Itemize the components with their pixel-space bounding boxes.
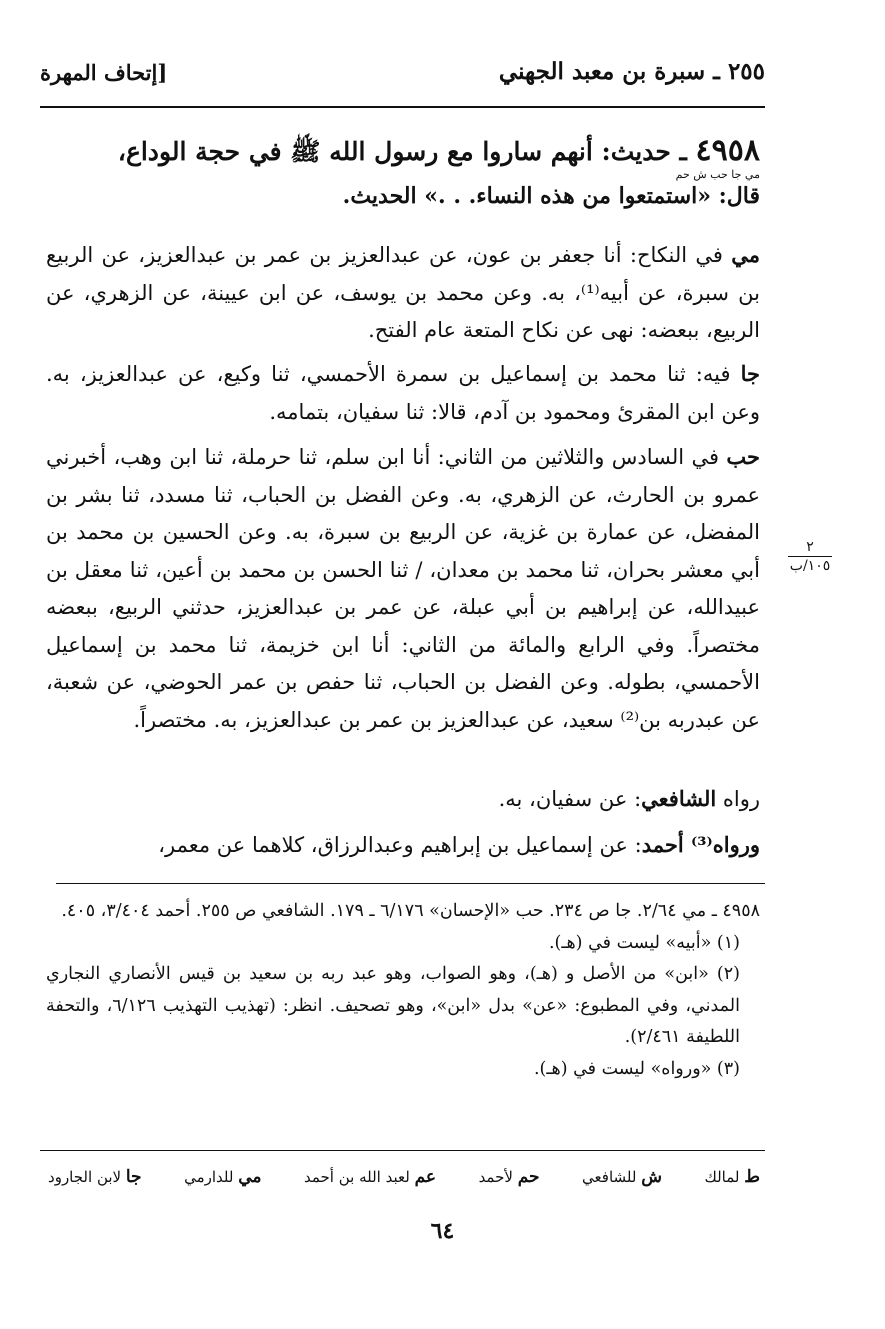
header-rule	[40, 106, 765, 108]
key-item	[304, 1167, 436, 1187]
key-name: لابن الجارود	[48, 1168, 126, 1186]
key-rule	[40, 1150, 765, 1151]
paragraph-ahmad	[46, 826, 760, 865]
key-name: لمالك	[704, 1168, 745, 1186]
key-name: للدارمي	[184, 1168, 239, 1186]
paragraph-prefix: رواه	[716, 787, 760, 811]
key-abbr: جا	[125, 1167, 142, 1187]
hadith-number: ٤٩٥٨	[695, 133, 760, 168]
paragraph-ibn-jarud	[46, 355, 760, 431]
margin-note-line2: ١٠٥/ب	[789, 558, 831, 574]
key-name: للشافعي	[582, 1168, 642, 1186]
abbreviation-key	[48, 1167, 760, 1187]
key-abbr: حم	[517, 1167, 540, 1187]
manuscript-folio-note	[775, 538, 845, 575]
key-item	[479, 1167, 540, 1187]
key-name: لأحمد	[478, 1168, 518, 1186]
footnote-rule	[56, 883, 765, 884]
key-item	[704, 1167, 760, 1187]
footnotes	[46, 896, 760, 1085]
key-abbr: مي	[238, 1167, 262, 1187]
key-item	[184, 1167, 261, 1187]
paragraph-darimi	[46, 236, 760, 350]
key-abbr: عم	[414, 1167, 437, 1187]
key-name: لعبد الله بن أحمد	[303, 1168, 415, 1186]
hadith-sigla: مي جا حب ش حم	[675, 168, 760, 181]
paragraph-prefix: ورواه⁽³⁾	[683, 832, 760, 857]
header-book-title: [إتحاف المهرة	[40, 60, 168, 85]
source-sigla: مي	[731, 242, 760, 267]
footnote-2: (٢) «ابن» من الأصل و (هـ)، وهو الصواب، وهو عبد ربه بن سعيد بن قيس الأنصاري النجاري المدني، وفي المطبوع: «عن» بدل «ابن»، وهو تصحيف. انظر: (تهذيب التهذيب ٦/١٢٦، والتحفة اللطيفة ٢/٤٦١).	[46, 964, 740, 1047]
paragraph-text: في النكاح: أنا جعفر بن عون، عن عبدالعزيز بن عمر بن عبدالعزيز، عن الربيع بن سبرة، عن أبيه⁽¹⁾، به. وعن محمد بن يوسف، عن ابن عيينة، عن الزهري، عن الربيع، ببعضه: نهى عن نكاح المتعة عام الفتح.	[46, 243, 760, 342]
key-abbr: ش	[641, 1167, 662, 1187]
hadith-heading	[46, 134, 760, 211]
margin-note-line1: ٢	[788, 538, 832, 557]
paragraph-text: : عن إسماعيل بن إبراهيم وعبدالرزاق، كلاهما عن معمر،	[158, 833, 642, 857]
source-sigla: جا	[740, 361, 760, 386]
footnote-3: (٣) «ورواه» ليست في (هـ).	[533, 1058, 740, 1079]
footnote-sources: ٤٩٥٨ ـ مي ٢/٦٤. جا ص ٢٣٤. حب «الإحسان» ٦/١٧٦ ـ ١٧٩. الشافعي ص ٢٥٥. أحمد ٣/٤٠٤، ٤٠٥.	[61, 901, 760, 921]
key-item	[48, 1167, 142, 1187]
key-item	[582, 1167, 662, 1187]
source-name: أحمد	[641, 832, 684, 857]
source-name: الشافعي	[641, 786, 717, 811]
paragraph-ibn-hibban	[46, 438, 760, 739]
paragraph-text: في السادس والثلاثين من الثاني: أنا ابن سلم، ثنا حرملة، ثنا ابن وهب، أخبرني عمرو بن الحارث، عن الزهري، به. وعن الفضل بن الحباب، ثنا مسدد، ثنا بشر بن المفضل، عن عمارة بن غزية، عن الربيع بن سبرة، به. وعن الحسين بن محمد بن أبي معشر بحران، ثنا محمد بن معدان، / ثنا الحسن بن محمد بن أعين، ثنا معقل بن عبيدالله، عن إبراهيم بن أبي عبلة، عن عمر بن عبدالعزيز، حدثني الربيع، ببعضه مختصراً. وفي الرابع والمائة من الثاني: أنا ابن خزيمة، ثنا محمد بن إسماعيل الأحمسي، بطوله. وعن الفضل بن الحباب، ثنا حفص بن عمر الحوضي، عن شعبة، عن عبدربه بن⁽²⁾ سعيد، عن عبدالعزيز بن عمر بن عبدالعزيز، به. مختصراً.	[46, 445, 760, 732]
paragraph-text: : عن سفيان، به.	[498, 787, 642, 811]
page-number: ٦٤	[430, 1218, 455, 1244]
source-sigla: حب	[726, 444, 760, 469]
page-header	[40, 58, 765, 98]
hadith-title-line2: قال: «استمتعوا من هذه النساء. . .» الحديث.	[342, 183, 760, 209]
paragraph-text: فيه: ثنا محمد بن إسماعيل بن سمرة الأحمسي، ثنا وكيع، عن عبدالعزيز، به. وعن ابن المقرئ ومحمود بن آدم، قالا: ثنا سفيان، بتمامه.	[46, 362, 760, 424]
footnote-1: (١) «أبيه» ليست في (هـ).	[548, 932, 740, 953]
paragraph-shafii	[46, 780, 760, 819]
key-abbr: ط	[744, 1167, 760, 1187]
hadith-title-text: ـ حديث: أنهم ساروا مع رسول الله ﷺ في حجة الوداع،	[117, 137, 696, 166]
header-section-title: ٢٥٥ ـ سبرة بن معبد الجهني	[498, 58, 765, 85]
